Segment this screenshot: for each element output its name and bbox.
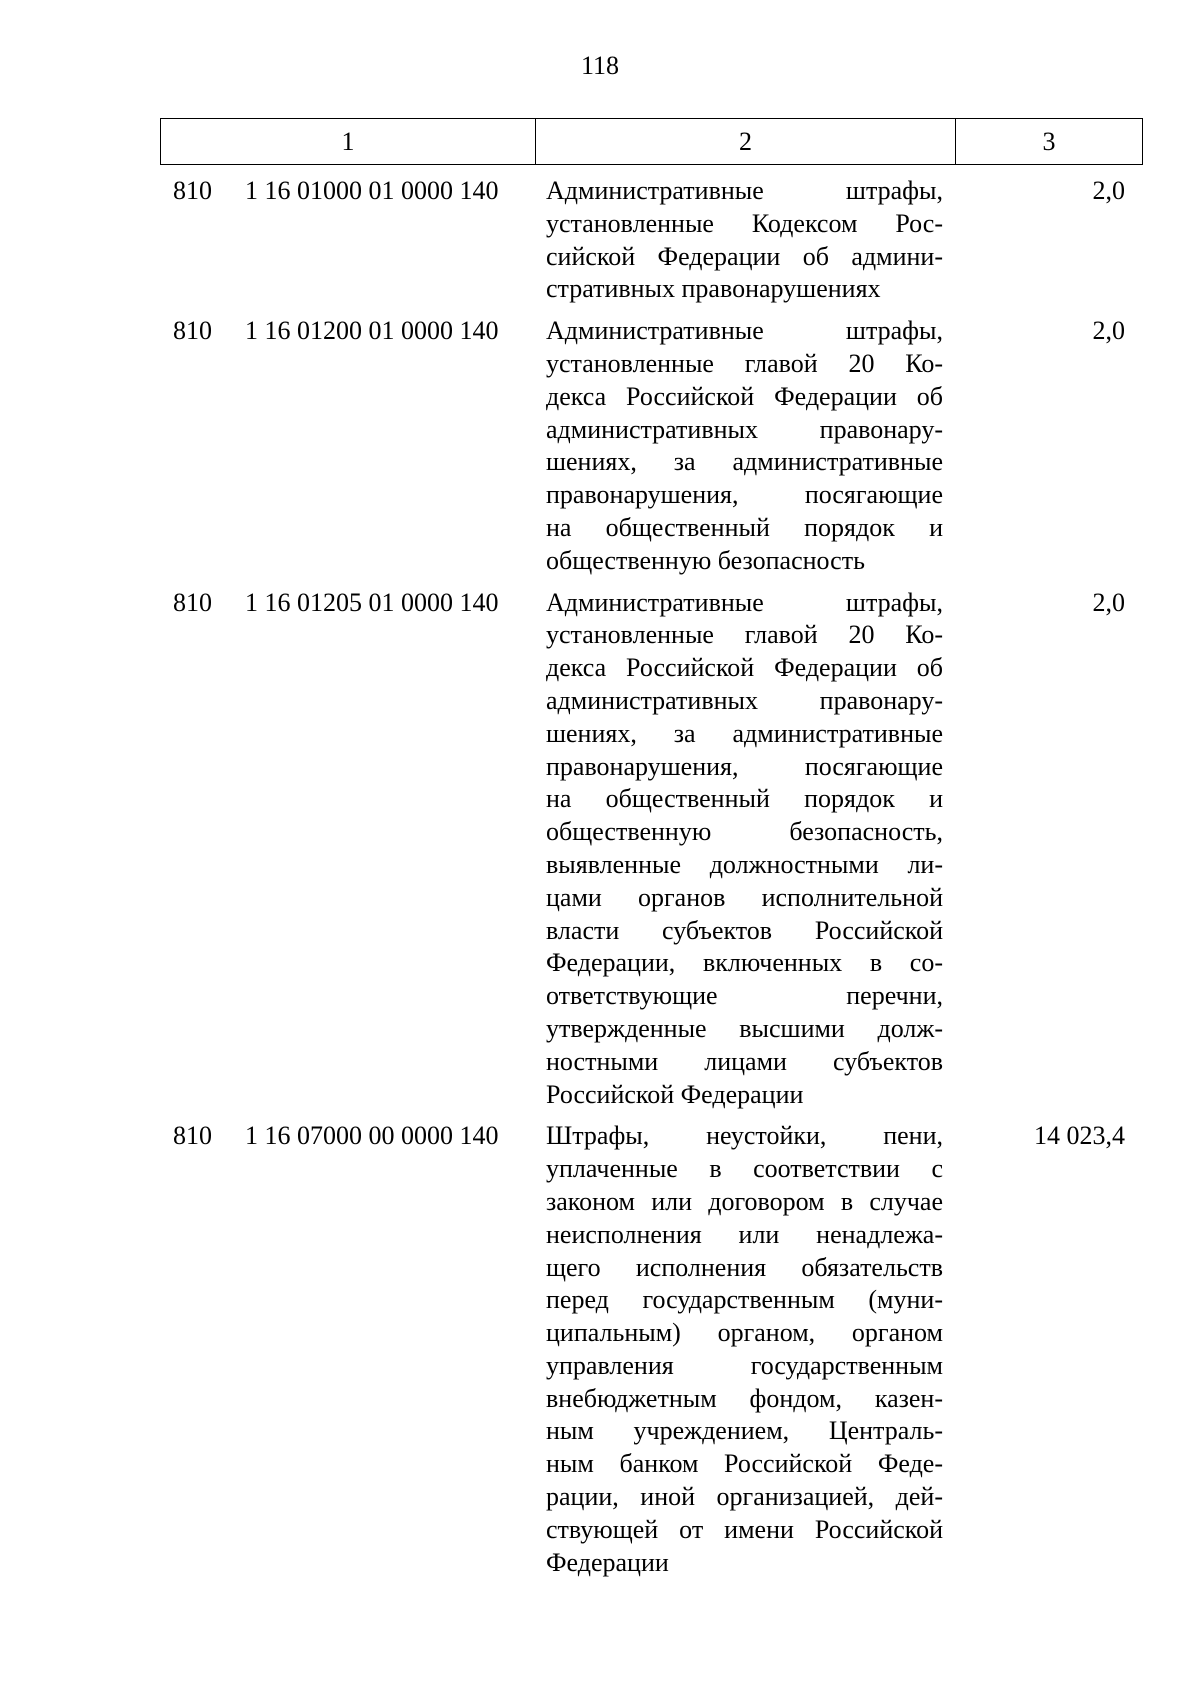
budget-classification-code: 1 16 07000 00 0000 140: [245, 1121, 499, 1151]
revenue-name-line: неисполнения или ненадлежа-: [546, 1219, 943, 1249]
revenue-name-line: ным учреждением, Централь-: [546, 1416, 943, 1446]
revenue-name-line: стративных правонарушениях: [546, 274, 881, 304]
revenue-name-line: перед государственным (муни-: [546, 1285, 943, 1315]
revenue-name-line: Федерации: [546, 1547, 669, 1577]
table-header: [160, 118, 1143, 165]
revenue-name-line: установленные главой 20 Ко-: [546, 348, 943, 378]
amount-value: 14 023,4: [1034, 1121, 1125, 1151]
revenue-name-line: утвержденные высшими долж-: [546, 1013, 943, 1043]
amount-value: 2,0: [1092, 176, 1125, 205]
revenue-name-line: внебюджетным фондом, казен-: [546, 1383, 943, 1413]
revenue-name-line: на общественный порядок и: [546, 784, 943, 814]
revenue-name-line: административных правонару-: [546, 685, 943, 715]
revenue-name-line: ответствующие перечни,: [546, 981, 943, 1011]
admin-code: 810: [173, 316, 212, 346]
revenue-name-line: управления государственным: [546, 1350, 943, 1380]
revenue-name-line: власти субъектов Российской: [546, 915, 943, 945]
header-col-3: 3: [1042, 126, 1056, 156]
revenue-name-line: административных правонару-: [546, 414, 943, 444]
revenue-name-line: установленные Кодексом Рос-: [546, 208, 943, 238]
revenue-name-line: на общественный порядок и: [546, 512, 943, 542]
table-row: [160, 587, 1143, 1112]
revenue-name: [546, 175, 943, 306]
revenue-name-line: декса Российской Федерации об: [546, 381, 943, 411]
revenue-name: [546, 315, 943, 577]
revenue-name-line: ствующей от имени Российской: [546, 1514, 943, 1544]
revenue-name-line: ным банком Российской Феде-: [546, 1449, 943, 1479]
revenue-name-line: Российской Федерации: [546, 1079, 804, 1109]
revenue-name-line: правонарушения, посягающие: [546, 751, 943, 781]
table-body: [160, 175, 1143, 1588]
amount-value: 2,0: [1092, 316, 1125, 346]
revenue-name-line: ностными лицами субъектов: [546, 1046, 943, 1076]
budget-classification-code: 1 16 01200 01 0000 140: [245, 316, 499, 346]
table-row: [160, 1120, 1143, 1579]
revenue-name-line: декса Российской Федерации об: [546, 653, 943, 683]
revenue-name-line: Административные штрафы,: [546, 587, 943, 617]
revenue-name-line: шениях, за административные: [546, 718, 943, 748]
budget-classification-code: 1 16 01000 01 0000 140: [245, 176, 499, 205]
revenue-name-line: щего исполнения обязательств: [546, 1252, 943, 1282]
revenue-name-line: выявленные должностными ли-: [546, 849, 943, 879]
revenue-name-line: рации, иной организацией, дей-: [546, 1482, 943, 1512]
page-number: 118: [580, 51, 620, 80]
revenue-name: [546, 1120, 943, 1579]
admin-code: 810: [173, 587, 212, 617]
revenue-name: [546, 587, 943, 1112]
revenue-name-line: правонарушения, посягающие: [546, 480, 943, 510]
table-row: [160, 175, 1143, 306]
header-col-1: 1: [161, 119, 536, 164]
revenue-name-line: Штрафы, неустойки, пени,: [546, 1121, 943, 1151]
admin-code: 810: [173, 176, 212, 205]
revenue-name-line: законом или договором в случае: [546, 1186, 943, 1216]
table-row: [160, 315, 1143, 577]
revenue-name-line: сийской Федерации об админи-: [546, 241, 943, 271]
revenue-name-line: Административные штрафы,: [546, 176, 943, 205]
revenue-name-line: установленные главой 20 Ко-: [546, 620, 943, 650]
revenue-name-line: общественную безопасность: [546, 545, 865, 575]
revenue-name-line: Федерации, включенных в со-: [546, 948, 943, 978]
revenue-name-line: уплаченные в соответствии с: [546, 1154, 943, 1184]
revenue-name-line: общественную безопасность,: [546, 817, 943, 847]
revenue-name-line: ципальным) органом, органом: [546, 1318, 943, 1348]
revenue-name-line: Административные штрафы,: [546, 316, 943, 346]
header-col-2: 2: [536, 119, 956, 164]
amount-value: 2,0: [1092, 587, 1125, 617]
revenue-name-line: цами органов исполнительной: [546, 882, 943, 912]
budget-classification-code: 1 16 01205 01 0000 140: [245, 587, 499, 617]
revenue-name-line: шениях, за административные: [546, 447, 943, 477]
admin-code: 810: [173, 1121, 212, 1151]
